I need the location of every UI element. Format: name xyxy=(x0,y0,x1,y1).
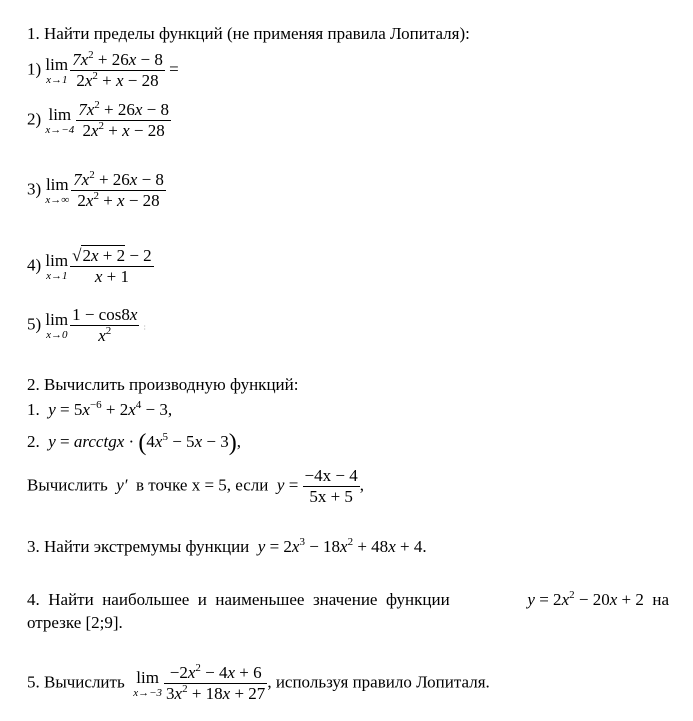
lim-operator: lim x→1 xyxy=(45,54,69,86)
fraction: $\frac{-2x^2 - 4x + 6}{3x^2 + 18x + 27}$ xyxy=(166,662,266,703)
limit-2 xyxy=(27,100,171,141)
section-4: 4. Найти наибольшее и наименьшее значение функции $y = 2x^2 - 20x + 2$ на отрезке [2;9]. xyxy=(27,589,669,632)
lim-operator: lim x→1 xyxy=(45,250,69,282)
trailing-mark: : xyxy=(143,322,146,332)
lim-operator: lim x→−4 xyxy=(45,104,75,136)
item-label: 5) xyxy=(27,314,42,334)
fraction: $\frac{1 - \cos 8x}{x^2}$ xyxy=(72,305,138,345)
lim-operator: lim x→−3 xyxy=(133,667,163,699)
fraction: $\frac{7x^2 + 26x - 8}{2x^2 + x - 28}$ xyxy=(73,169,164,210)
lim-operator: lim x→0 xyxy=(45,309,69,341)
fraction: $\frac{-4x - 4}{5x + 5}$ xyxy=(304,466,358,506)
limit-1 xyxy=(27,50,179,91)
limit-5 xyxy=(27,305,146,346)
derivative-at-point: Вычислить y′ в точке x = 5, если y = $\frac{-4x - 4}{5x + 5}$ , xyxy=(27,466,364,506)
section-1-title: 1. Найти пределы функций (не применяя правила Лопиталя): xyxy=(27,24,470,43)
section-3: 3. Найти экстремумы функции $y = 2x^3 - 18x^2 + 48x + 4$. xyxy=(27,536,427,556)
derivative-2: 2. y = arcctgx · $(4x^5 - 5x - 3)$, xyxy=(27,430,241,456)
section-5: 5. Вычислить lim x→−3 $\frac{-2x^2 - 4x + 6}{3x^2 + 18x + 27}$ , используя правило Лопиталя. xyxy=(27,662,490,703)
fraction: $\frac{7x^2 + 26x - 8}{2x^2 + x - 28}$ xyxy=(78,99,170,140)
derivative-1: 1. $y = 5x^{-6} + 2x^4 - 3$, xyxy=(27,399,173,419)
lim-operator: lim x→∞ xyxy=(45,174,70,206)
item-label: 4) xyxy=(27,255,42,275)
limit-3 xyxy=(27,170,166,211)
item-label: 3) xyxy=(27,179,42,199)
equals-sign: = xyxy=(169,59,179,79)
fraction: $\frac{7x^2 + 26x - 8}{2x^2 + x - 28}$ xyxy=(72,49,163,90)
fraction: $\frac{√2x + 2 - 2}{x + 1}$ xyxy=(72,246,152,286)
section-2-title: 2. Вычислить производную функций: xyxy=(27,375,299,394)
limit-4 xyxy=(27,246,154,287)
item-label: 2) xyxy=(27,109,42,129)
item-label: 1) xyxy=(27,59,42,79)
